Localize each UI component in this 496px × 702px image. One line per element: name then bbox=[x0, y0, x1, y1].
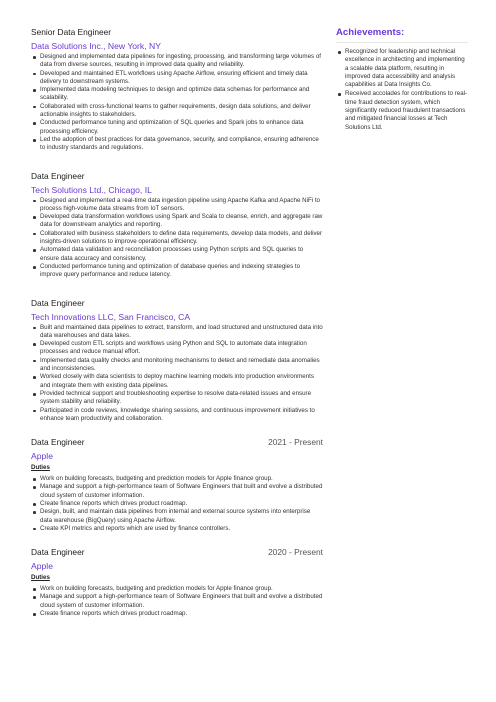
list-item: Automated data validation and reconciliation processes using Python scripts and SQL queries to ensure data accuracy and consistency. bbox=[31, 246, 323, 263]
experience-section bbox=[31, 27, 323, 628]
company-name: Apple bbox=[31, 451, 53, 462]
list-item: Create KPI metrics and reports which are used by finance controllers. bbox=[31, 525, 323, 533]
job-entry bbox=[31, 437, 323, 533]
job-entry bbox=[31, 171, 323, 280]
company-name: Data Solutions Inc., New York, NY bbox=[31, 41, 161, 51]
list-item: Create finance reports which drives product roadmap. bbox=[31, 610, 323, 618]
company-name: Apple bbox=[31, 561, 53, 572]
list-item: Designed and implemented data pipelines for ingesting, processing, and transforming large volumes of data from diverse sources, resulting in improved data quality and reliability. bbox=[31, 53, 323, 70]
list-item: Recognized for leadership and technical excellence in architecting and implementing a scalable data platform, resulting in improved data accessibility and analysis capabilities at Data Insights Co. bbox=[336, 48, 468, 89]
list-item: Developed custom ETL scripts and workflows using Python and SQL to automate data integration processes and reduce manual effort. bbox=[31, 340, 323, 357]
job-entry bbox=[31, 547, 323, 618]
job-entry bbox=[31, 27, 323, 153]
achievements-list bbox=[336, 48, 468, 132]
list-item: Collaborated with cross-functional teams to gather requirements, design data solutions, and deliver actionable insights to stakeholders. bbox=[31, 103, 323, 120]
job-title: Data Engineer bbox=[31, 297, 85, 308]
list-item: Provided technical support and troubleshooting expertise to resolve data-related issues and ensure system stability and reliability. bbox=[31, 390, 323, 407]
list-item: Manage and support a high-performance team of Software Engineers that built and evolve a distributed cloud system of customer information. bbox=[31, 593, 323, 610]
list-item: Work on building forecasts, budgeting and prediction models for Apple finance group. bbox=[31, 585, 323, 593]
company-name: Tech Innovations LLC, San Francisco, CA bbox=[31, 311, 191, 322]
job-entry bbox=[31, 298, 323, 424]
list-item: Conducted performance tuning and optimization of database queries and indexing strategies to improve query performance and reduce latency. bbox=[31, 263, 323, 280]
list-item: Worked closely with data scientists to deploy machine learning models into production environments and integrate them with existing data pipelines. bbox=[31, 373, 323, 390]
list-item: Developed and maintained ETL workflows using Apache Airflow, ensuring efficient and timely data delivery to downstream systems. bbox=[31, 70, 323, 87]
duty-list bbox=[31, 324, 323, 424]
achievements-heading: Achievements: bbox=[336, 27, 405, 38]
job-title: Senior Data Engineer bbox=[31, 27, 112, 37]
duty-list bbox=[31, 475, 323, 533]
duty-list bbox=[31, 197, 323, 280]
duties-label: Duties bbox=[31, 574, 50, 582]
list-item: Create finance reports which drives product roadmap. bbox=[31, 500, 323, 508]
list-item: Work on building forecasts, budgeting and prediction models for Apple finance group. bbox=[31, 475, 323, 483]
list-item: Designed and implemented a real-time data ingestion pipeline using Apache Kafka and Apache NiFi to process high-volume data streams from IoT sensors. bbox=[31, 197, 323, 214]
list-item: Implemented data quality checks and monitoring mechanisms to detect and remediate data anomalies and inconsistencies. bbox=[31, 357, 323, 374]
list-item: Built and maintained data pipelines to extract, transform, and load structured and unstructured data into data warehouses and data lakes. bbox=[31, 324, 323, 341]
duty-list bbox=[31, 585, 323, 618]
list-item: Manage and support a high-performance team of Software Engineers that built and evolve a distributed cloud system of customer information. bbox=[31, 483, 323, 500]
list-item: Conducted performance tuning and optimization of SQL queries and Spark jobs to enhance data processing efficiency. bbox=[31, 119, 323, 136]
duties-label: Duties bbox=[31, 464, 50, 472]
job-title: Data Engineer bbox=[31, 170, 85, 181]
job-title: Data Engineer bbox=[31, 437, 85, 448]
duty-list bbox=[31, 53, 323, 153]
company-name: Tech Solutions Ltd., Chicago, IL bbox=[31, 184, 152, 195]
job-title: Data Engineer bbox=[31, 547, 85, 558]
list-item: Developed data transformation workflows using Spark and Scala to cleanse, enrich, and aggregate raw data for downstream analytics and reporting. bbox=[31, 213, 323, 230]
list-item: Design, built, and maintain data pipelines from internal and external source systems into enterprise data warehouse (BigQuery) using Apache Airflow. bbox=[31, 508, 323, 525]
list-item: Collaborated with business stakeholders to define data requirements, develop data models, and deliver insights-driven solutions to improve operational efficiency. bbox=[31, 230, 323, 247]
job-dates: 2021 - Present bbox=[268, 437, 323, 448]
list-item: Participated in code reviews, knowledge sharing sessions, and continuous improvement initiatives to enhance team productivity and collaboration. bbox=[31, 407, 323, 424]
list-item: Led the adoption of best practices for data governance, security, and compliance, ensuring adherence to industry standards and regulations. bbox=[31, 136, 323, 153]
divider bbox=[336, 42, 468, 43]
job-dates: 2020 - Present bbox=[268, 547, 323, 558]
achievements-section bbox=[336, 27, 468, 133]
list-item: Implemented data modeling techniques to design and optimize data schemas for performance and scalability. bbox=[31, 86, 323, 103]
list-item: Received accolades for contributions to real-time fraud detection system, which significantly reduced fraudulent transactions and mitigated financial losses at Tech Solutions Ltd. bbox=[336, 90, 468, 131]
